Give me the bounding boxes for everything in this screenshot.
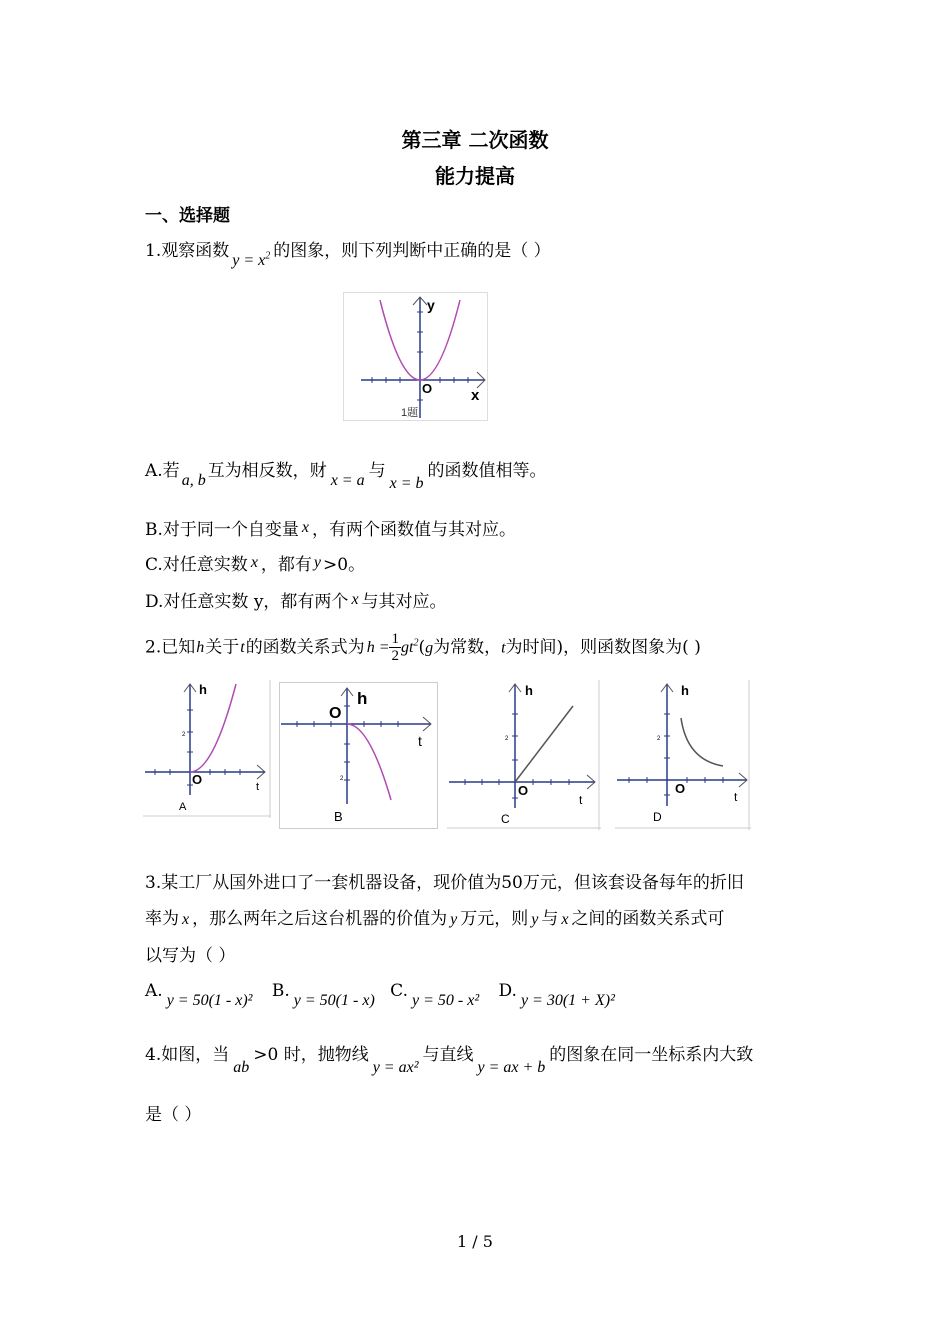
question-4-line-2: 是（ ） [145,1105,202,1125]
svg-text:O: O [518,783,529,798]
question-1-graph [343,292,489,422]
svg-text:2: 2 [182,732,186,738]
question-2-graph-c [447,680,601,830]
curve [190,684,236,772]
graph-letter: A [179,801,187,813]
svg-text:t: t [256,781,260,793]
svg-text:h: h [525,683,533,698]
question-1-option-d: D.对任意实数 y，都有两个 x 与其对应。 [145,591,447,612]
origin-label: O [422,381,433,396]
graph-letter: B [334,809,343,824]
y-axis-label: y [427,297,435,313]
svg-text:h: h [199,682,207,697]
page-number: 1 / 5 [457,1232,493,1251]
curve [681,718,723,766]
svg-text:t: t [579,793,583,807]
question-1-option-a: A.若 a, b 互为相反数，财 x = a 与x = b的函数值相等。 [145,461,547,492]
question-2-graph-d [615,680,751,830]
fraction-one-half: $\frac{1}{2}$ [391,631,399,665]
question-4-stem: 4.如图，当ab>0 时，抛物线y = ax²与直线y = ax + b的图象在同一坐标系内大致 [145,1045,754,1076]
page-subtitle: 能力提高 [435,164,515,188]
svg-text:h: h [357,689,368,708]
page-title: 第三章 二次函数 [401,128,549,152]
question-2-graph-b [279,682,439,830]
svg-text:2: 2 [340,776,344,782]
formula-gt-squared: $gt^2$ [400,638,419,657]
svg-text:O: O [675,781,686,796]
svg-text:t: t [418,733,422,749]
question-2-graph-a [143,680,271,818]
graph-letter: C [501,812,510,826]
question-3-line-1: 3.某工厂从国外进口了一套机器设备，现价值为50万元，但该套设备每年的折旧 [145,873,744,893]
line [515,706,573,782]
svg-text:h: h [681,683,689,698]
figure-caption: 1题 [401,407,419,419]
question-2-stem: 2.已知h关于t的函数关系式为 h = $\frac{1}{2}$ $gt^2(g$为常数，t为时间)，则函数图象为( ) [145,631,701,665]
svg-text:2: 2 [657,736,661,742]
svg-text:2: 2 [505,736,509,742]
question-1-option-c: C.对任意实数 x ，都有 y >0。 [145,554,366,575]
question-3-options: A. y = 50(1 - x)² B. y = 50(1 - x) C. y = 50 - x² D. y = 30(1 + X)² [145,981,615,1009]
svg-text:t: t [734,790,738,804]
x-axis-label: x [471,387,480,404]
question-3-line-2: 率为 x ，那么两年之后这台机器的价值为 y 万元，则 y 与 x 之间的函数关系式可 [145,909,725,929]
question-1-option-b: B.对于同一个自变量 x ，有两个函数值与其对应。 [145,519,517,540]
svg-text:O: O [192,772,203,787]
question-1-stem: 1.观察函数 $y = x^2$ 的图象，则下列判断中正确的是（ ） [145,241,551,269]
section-heading: 一、选择题 [145,206,230,226]
svg-text:O: O [329,705,342,722]
graph-letter: D [653,810,662,824]
question-3-line-3: 以写为（ ） [145,946,236,966]
curve [347,724,391,800]
